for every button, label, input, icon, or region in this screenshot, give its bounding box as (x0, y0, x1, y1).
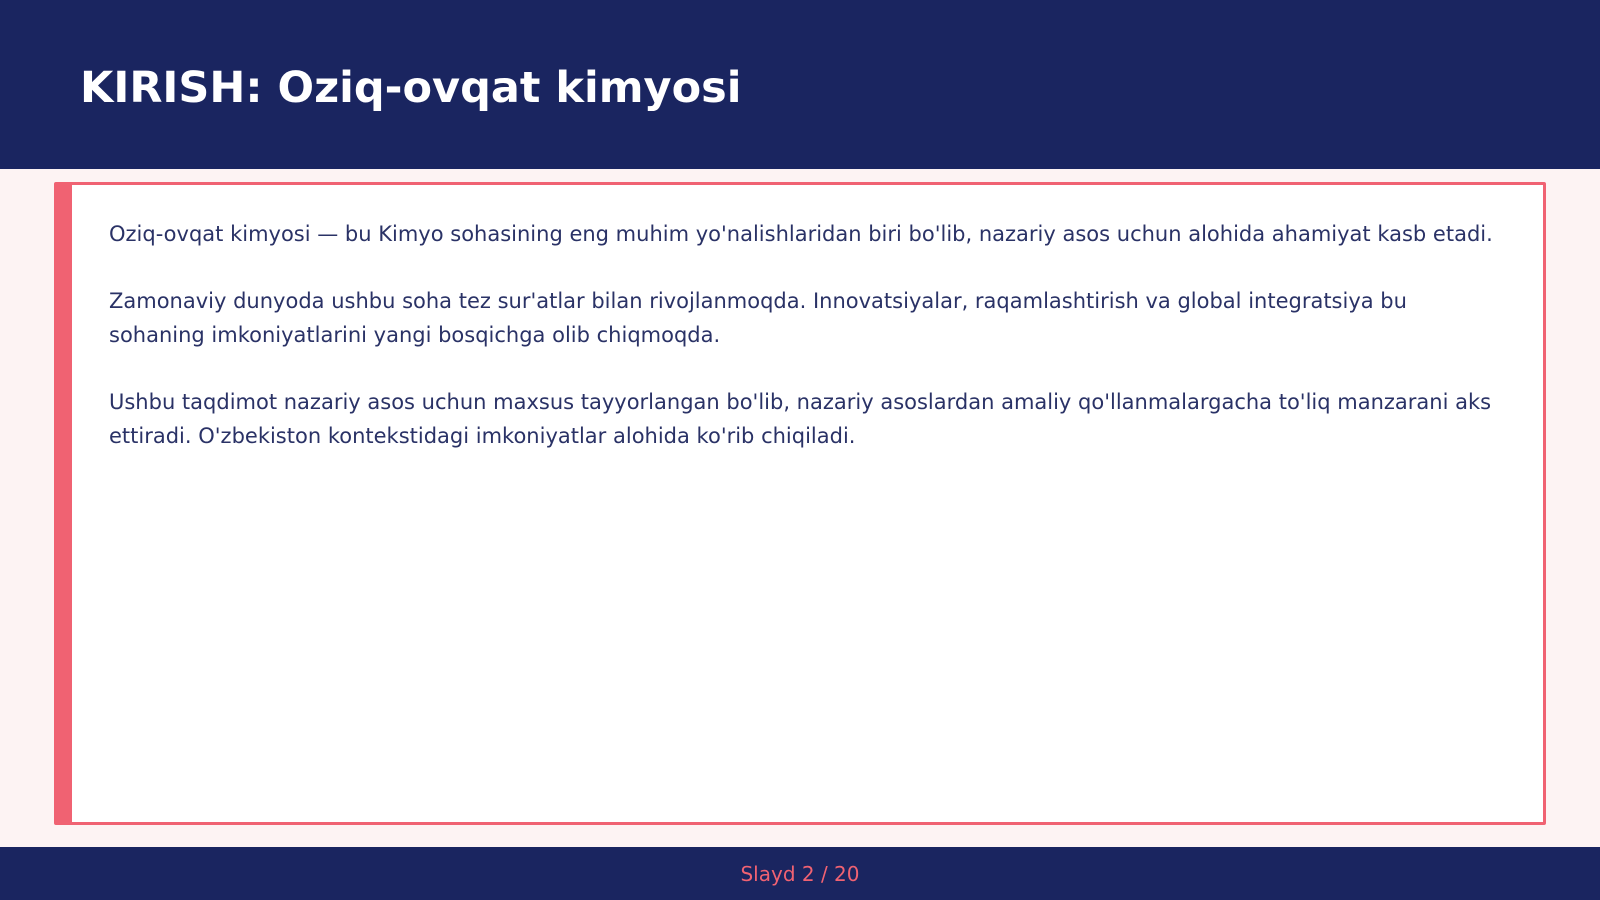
intro-paragraph-2: Zamonaviy dunyoda ushbu soha tez sur'atlar bilan rivojlanmoqda. Innovatsiyalar, raqamlashtirish va global integratsiya bu sohaning imkoniyatlarini yangi bosqichga olib chiqmoqda. (109, 289, 1407, 347)
content-body (109, 217, 1509, 486)
slide-header (0, 0, 1600, 169)
intro-paragraph-3: Ushbu taqdimot nazariy asos uchun maxsus tayyorlangan bo'lib, nazariy asoslardan amaliy qo'llanmalargacha to'liq manzarani aks ettiradi. O'zbekiston kontekstidagi imkoniyatlar alohida ko'rib chiqiladi. (109, 390, 1492, 448)
intro-paragraph-1: Oziq-ovqat kimyosi — bu Kimyo sohasining eng muhim yo'nalishlaridan biri bo'lib, nazariy asos uchun alohida ahamiyat kasb etadi. (109, 222, 1493, 246)
slide-counter: Slayd 2 / 20 (740, 862, 860, 886)
slide-footer (0, 847, 1600, 900)
slide-title: KIRISH: Oziq-ovqat kimyosi (80, 63, 742, 113)
content-card (54, 182, 1546, 825)
